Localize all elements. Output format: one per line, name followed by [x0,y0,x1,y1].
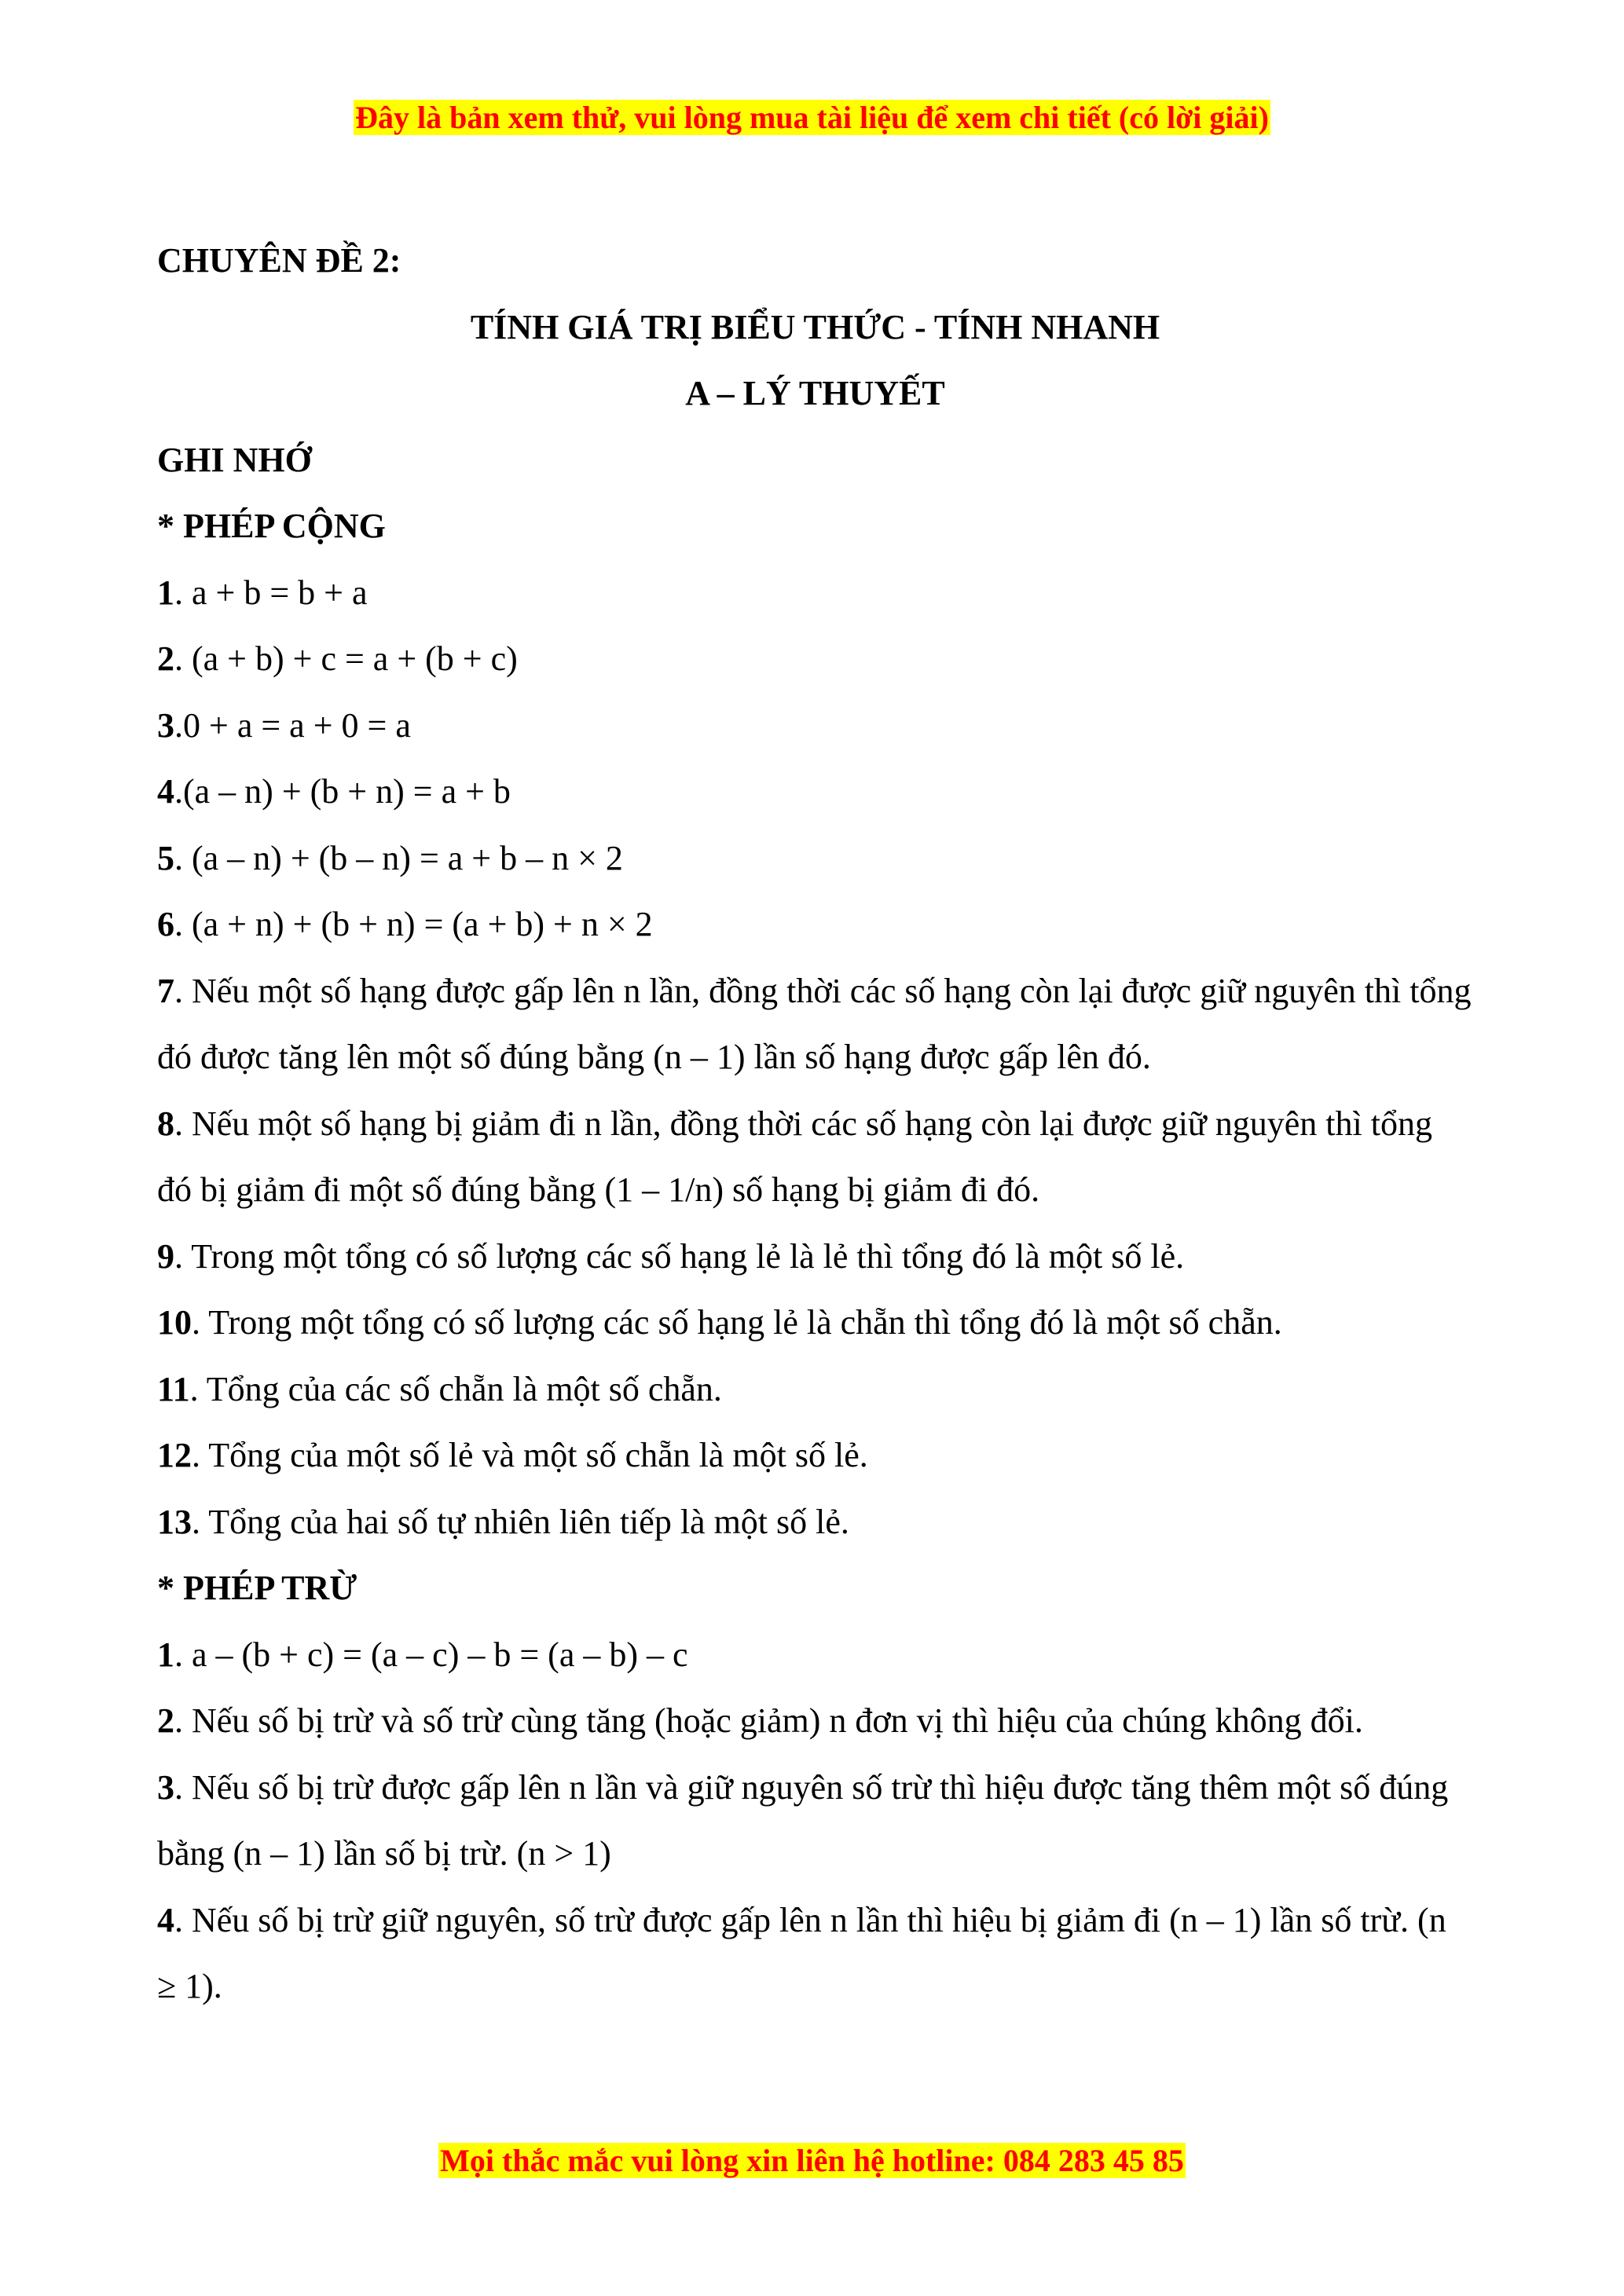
hotline-banner [0,2142,1624,2180]
rule-text: Trong một tổng có số lượng các số hạng lẻ là lẻ thì tổng đó là một số lẻ. [191,1236,1185,1276]
addition-rule-8: 8. Nếu một số hạng bị giảm đi n lần, đồng thời các số hạng còn lại được giữ nguyên thì tổng đó bị giảm đi một số đúng bằng (1 – 1/n) số hạng bị giảm đi đó. [157,1104,1432,1209]
addition-rule-12: 12. Tổng của một số lẻ và một số chẵn là một số lẻ. [157,1436,868,1474]
rule-text: Nếu số bị trừ giữ nguyên, số trừ được gấp lên n lần thì hiệu bị giảm đi (n – 1) lần số trừ. (n ≥ 1). [157,1900,1446,2005]
addition-rule-2: 2. (a + b) + c = a + (b + c) [157,639,518,678]
rule-number: 4 [157,1900,174,1939]
addition-rule-4: 4.(a – n) + (b + n) = a + b [157,772,511,811]
addition-rule-6: 6. (a + n) + (b + n) = (a + b) + n × 2 [157,905,653,943]
rule-number: 2 [157,639,174,678]
addition-rule-13: 13. Tổng của hai số tự nhiên liên tiếp là một số lẻ. [157,1502,849,1541]
addition-rule-11: 11. Tổng của các số chẵn là một số chẵn. [157,1369,722,1408]
rule-number: 4 [157,772,174,811]
subtraction-rule-3: 3. Nếu số bị trừ được gấp lên n lần và giữ nguyên số trừ thì hiệu được tăng thêm một số đúng bằng (n – 1) lần số bị trừ. (n > 1) [157,1767,1449,1873]
rule-text: 0 + a = a + 0 = a [183,705,411,745]
rule-number: 8 [157,1104,174,1143]
topic-heading: CHUYÊN ĐỀ 2: [157,241,401,280]
rule-text: Nếu số bị trừ và số trừ cùng tăng (hoặc giảm) n đơn vị thì hiệu của chúng không đổi. [192,1701,1363,1740]
rule-text: (a – n) + (b – n) = a + b – n × 2 [192,838,623,877]
rule-text: Tổng của một số lẻ và một số chẵn là một số lẻ. [208,1436,868,1474]
rule-text: Nếu một số hạng được gấp lên n lần, đồng thời các số hạng còn lại được giữ nguyên thì tổng đó được tăng lên một số đúng bằng (n – 1) lần số hạng được gấp lên đó. [157,971,1472,1076]
subtraction-rule-2: 2. Nếu số bị trừ và số trừ cùng tăng (hoặc giảm) n đơn vị thì hiệu của chúng không đổi. [157,1701,1363,1740]
addition-rule-5: 5. (a – n) + (b – n) = a + b – n × 2 [157,838,623,877]
addition-rule-7: 7. Nếu một số hạng được gấp lên n lần, đồng thời các số hạng còn lại được giữ nguyên thì tổng đó được tăng lên một số đúng bằng (n – 1) lần số hạng được gấp lên đó. [157,971,1472,1076]
rule-number: 3 [157,1767,174,1807]
remember-heading: GHI NHỚ [157,440,312,479]
rule-text: (a + n) + (b + n) = (a + b) + n × 2 [192,905,653,943]
subtraction-rule-4: 4. Nếu số bị trừ giữ nguyên, số trừ được gấp lên n lần thì hiệu bị giảm đi (n – 1) lần số trừ. (n ≥ 1). [157,1900,1446,2005]
preview-notice-banner [0,99,1624,137]
rule-number: 12 [157,1436,192,1474]
rule-text: a + b = b + a [192,573,368,612]
rule-number: 1 [157,573,174,612]
rule-text: Nếu một số hạng bị giảm đi n lần, đồng thời các số hạng còn lại được giữ nguyên thì tổng đó bị giảm đi một số đúng bằng (1 – 1/n) số hạng bị giảm đi đó. [157,1104,1432,1209]
section-heading: A – LÝ THUYẾT [685,374,945,412]
addition-heading: * PHÉP CỘNG [157,507,386,545]
rule-text: (a + b) + c = a + (b + c) [192,639,518,678]
rule-number: 10 [157,1303,192,1342]
rule-number: 13 [157,1502,192,1541]
document-content [157,228,1473,2020]
rule-number: 6 [157,905,174,943]
rule-text: Nếu số bị trừ được gấp lên n lần và giữ nguyên số trừ thì hiệu được tăng thêm một số đúng bằng (n – 1) lần số bị trừ. (n > 1) [157,1767,1449,1873]
rule-number: 11 [157,1369,190,1408]
rule-number: 5 [157,838,174,877]
rule-number: 1 [157,1635,174,1674]
rule-number: 9 [157,1236,174,1276]
subtraction-rule-1: 1. a – (b + c) = (a – c) – b = (a – b) – c [157,1635,688,1674]
hotline-text: Mọi thắc mắc vui lòng xin liên hệ hotline: 084 283 45 85 [440,2143,1184,2178]
rule-text: Tổng của các số chẵn là một số chẵn. [206,1369,722,1408]
addition-rule-10: 10. Trong một tổng có số lượng các số hạng lẻ là chẵn thì tổng đó là một số chẵn. [157,1303,1282,1342]
subtraction-heading: * PHÉP TRỪ [157,1569,357,1607]
rule-text: Trong một tổng có số lượng các số hạng lẻ là chẵn thì tổng đó là một số chẵn. [208,1303,1282,1342]
document-title: TÍNH GIÁ TRỊ BIỂU THỨC - TÍNH NHANH [470,307,1160,346]
preview-notice-text: Đây là bản xem thử, vui lòng mua tài liệu để xem chi tiết (có lời giải) [355,100,1269,135]
addition-rule-3: 3.0 + a = a + 0 = a [157,705,411,745]
addition-rule-1: 1. a + b = b + a [157,573,368,612]
rule-number: 2 [157,1701,174,1740]
rule-text: a – (b + c) = (a – c) – b = (a – b) – c [192,1635,688,1674]
rule-text: Tổng của hai số tự nhiên liên tiếp là một số lẻ. [208,1502,849,1541]
addition-rule-9: 9. Trong một tổng có số lượng các số hạng lẻ là lẻ thì tổng đó là một số lẻ. [157,1236,1185,1276]
rule-text: (a – n) + (b + n) = a + b [183,772,511,811]
rule-number: 7 [157,971,174,1010]
rule-number: 3 [157,705,174,745]
